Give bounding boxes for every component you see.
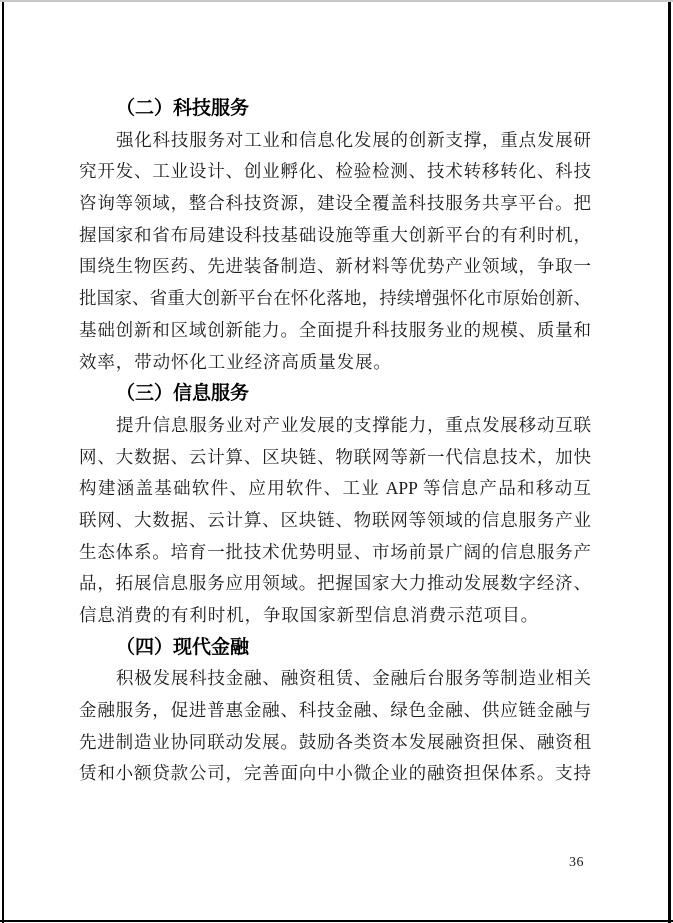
text-line: 构建涵盖基础软件、应用软件、工业 APP 等信息产品和移动互 [79,478,591,499]
text-line: 先进制造业协同联动发展。鼓励各类资本发展融资担保、融资租 [79,731,591,752]
text-line: 生态体系。培育一批技术优势明显、市场前景广阔的信息服务产 [79,541,591,562]
text-line: 提升信息服务业对产业发展的支撑能力，重点发展移动互联 [116,414,591,435]
text-line: 网、大数据、云计算、区块链、物联网等新一代信息技术，加快 [79,446,591,467]
document-content [79,93,591,790]
page-border-right [668,2,671,923]
page-border-left [2,2,4,923]
text-line: 品，拓展信息服务应用领域。把握国家大力推动发展数字经济、 [79,573,591,594]
text-line: 积极发展科技金融、融资租赁、金融后台服务等制造业相关 [116,668,591,689]
text-line: 金融服务，促进普惠金融、科技金融、绿色金融、供应链金融与 [79,700,591,721]
text-line: 强化科技服务对工业和信息化发展的创新支撑，重点发展研 [116,129,591,150]
section-heading: （三）信息服务 [116,383,250,405]
page-border-bottom [0,920,673,922]
text-line: 联网、大数据、云计算、区块链、物联网等领域的信息服务产业 [79,509,591,530]
text-line: 咨询等领域，整合科技资源，建设全覆盖科技服务共享平台。把 [79,193,591,214]
text-line: 效率，带动怀化工业经济高质量发展。 [79,351,392,372]
page-number: 36 [569,855,584,870]
section-heading: （四）现代金融 [116,636,250,658]
text-line: 信息消费的有利时机，争取国家新型信息消费示范项目。 [79,605,539,625]
text-line: 握国家和省布局建设科技基础设施等重大创新平台的有利时机， [79,224,591,245]
text-line: 基础创新和区域创新能力。全面提升科技服务业的规模、质量和 [79,319,591,340]
section-heading: （二）科技服务 [116,98,250,119]
text-line: 赁和小额贷款公司，完善面向中小微企业的融资担保体系。支持 [79,763,591,784]
text-line: 批国家、省重大创新平台在怀化落地，持续增强怀化市原始创新、 [79,288,591,309]
text-line: 围绕生物医药、先进装备制造、新材料等优势产业领域，争取一 [79,256,591,277]
text-line: 究开发、工业设计、创业孵化、检验检测、技术转移转化、科技 [79,161,591,182]
page-border-top [0,0,673,2]
